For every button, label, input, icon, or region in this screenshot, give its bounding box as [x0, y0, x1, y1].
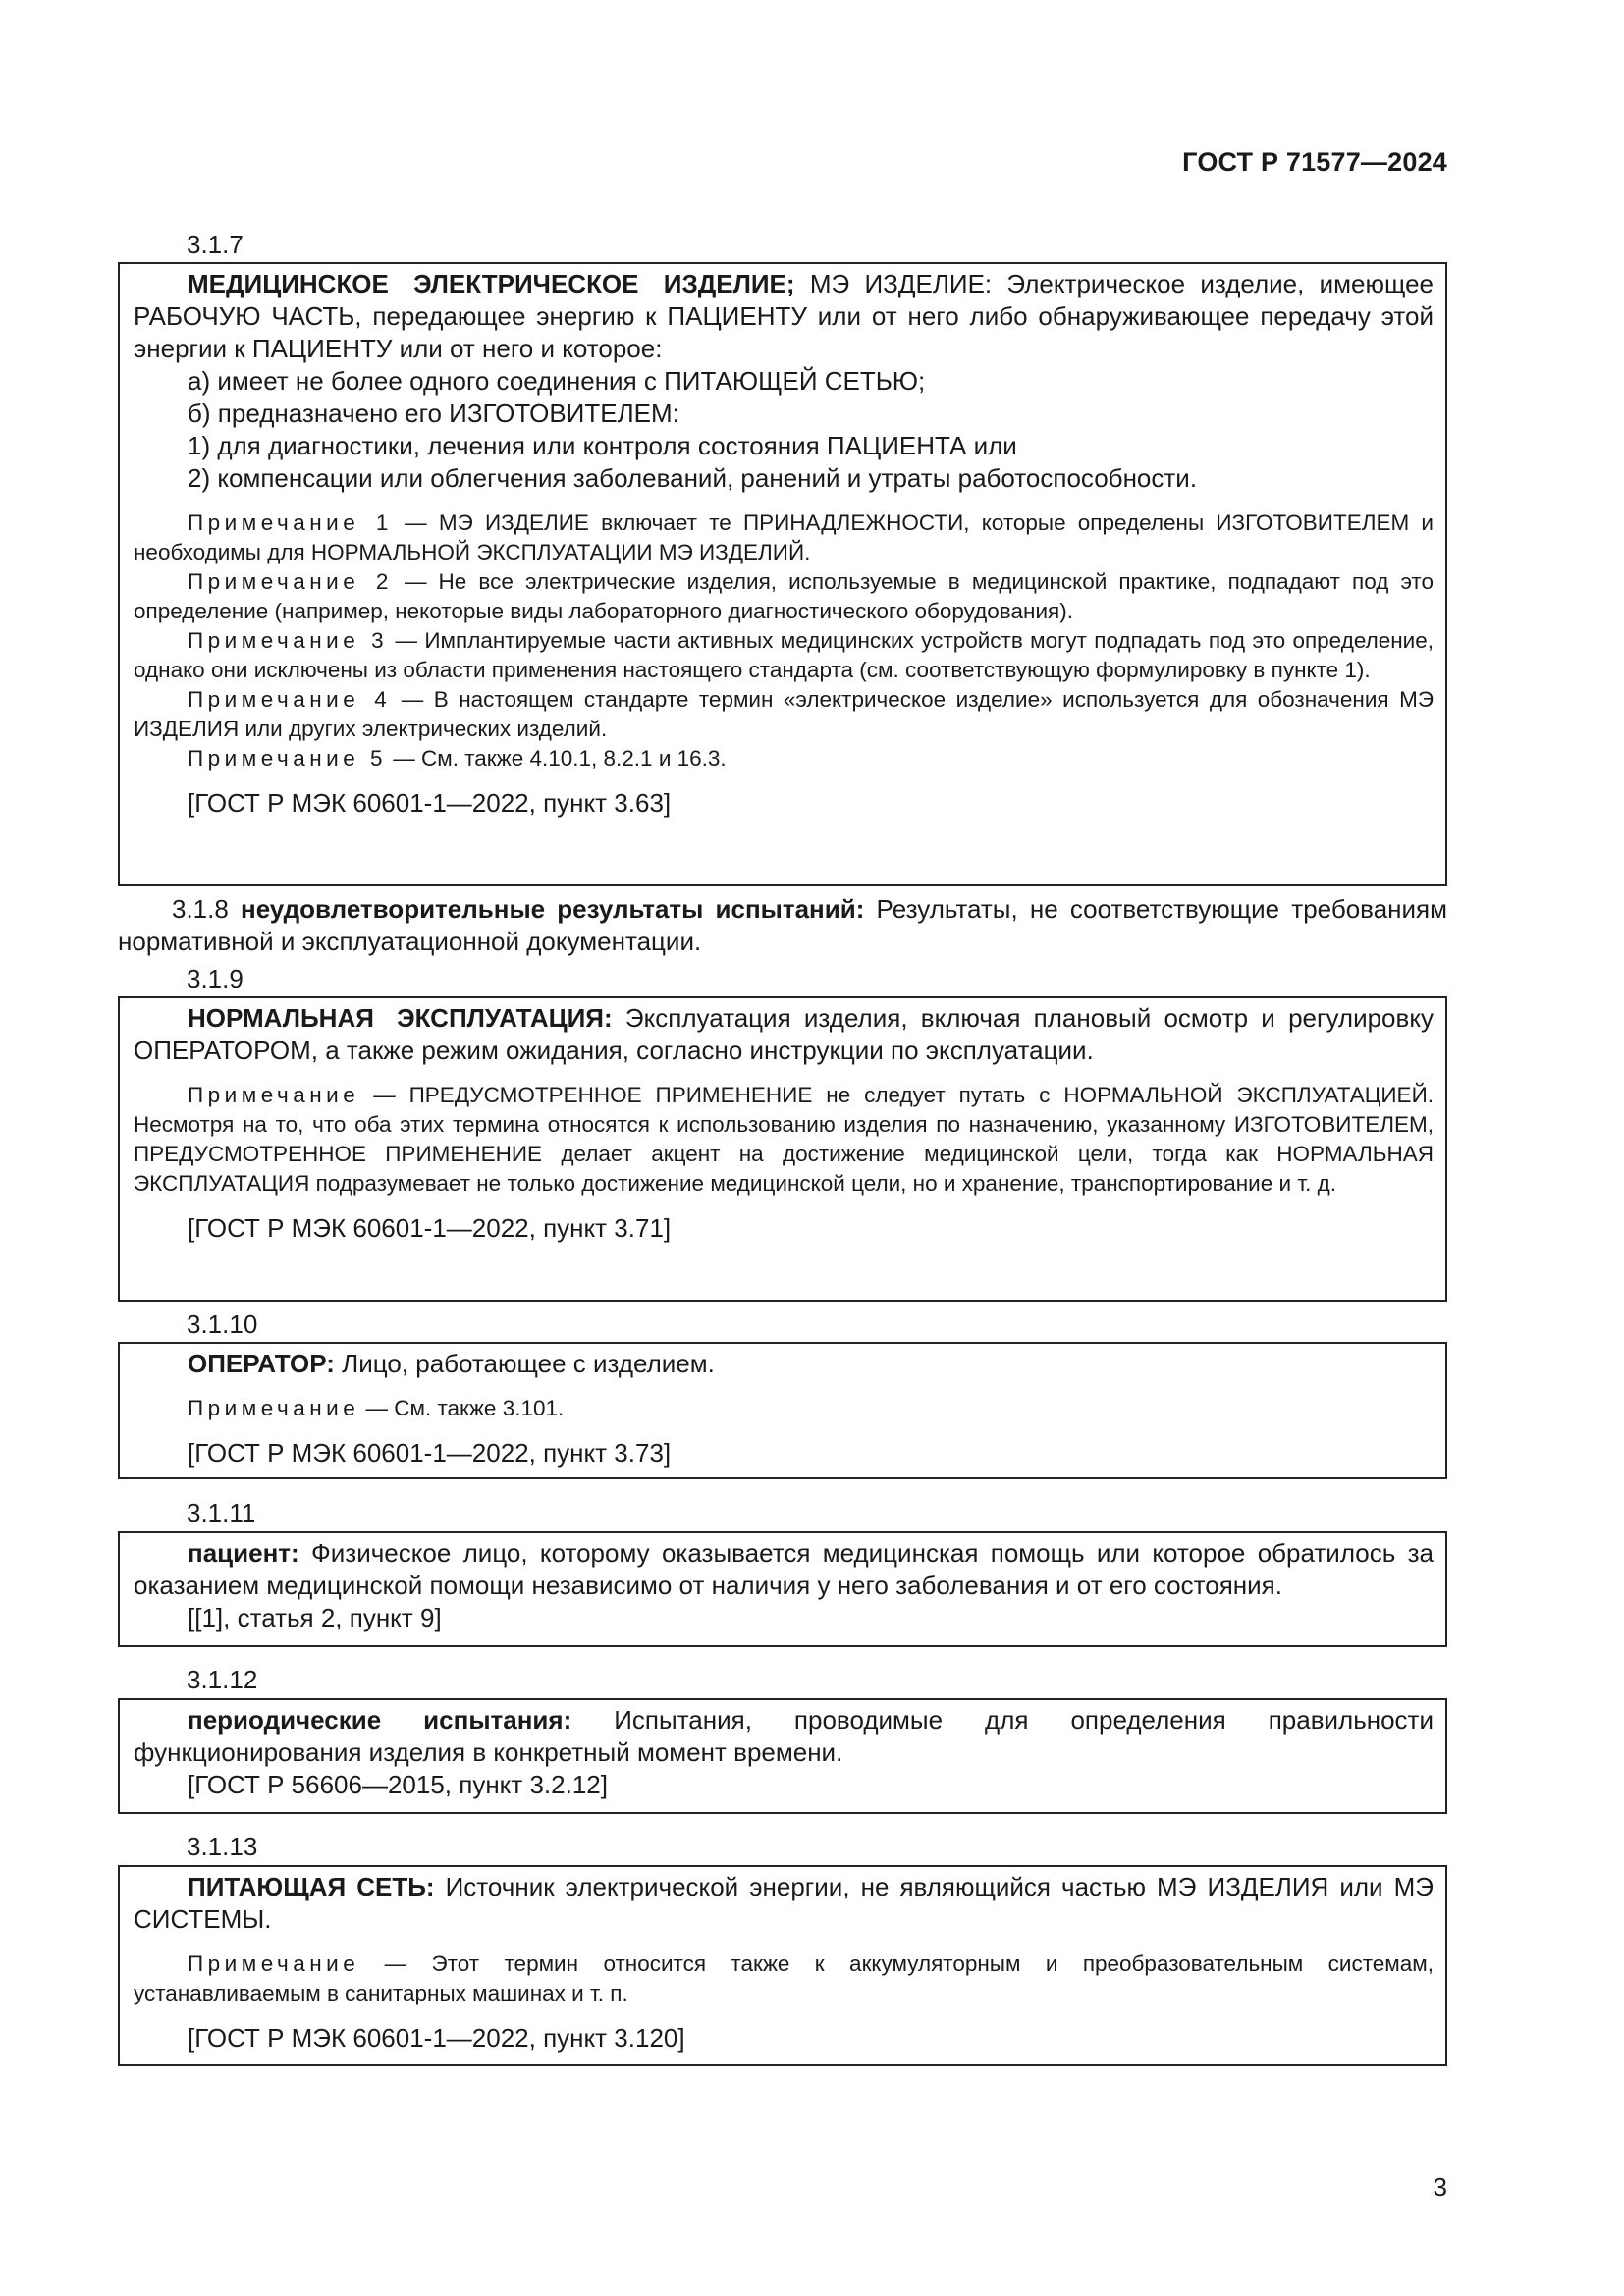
definition-paragraph [134, 1537, 1434, 1602]
term: пациент: [188, 1538, 299, 1568]
note-4: Примечание 4 — В настоящем стандарте термин «электрическое изделие» используется для обозначения МЭ ИЗДЕЛИЯ или других электрических изделий. [134, 687, 1434, 741]
clause-number-3-1-7: 3.1.7 [187, 230, 244, 259]
definition-paragraph [134, 1704, 1434, 1769]
note-5: Примечание 5 — См. также 4.10.1, 8.2.1 и 16.3. [188, 746, 727, 771]
definition-box-3-1-9 [118, 996, 1447, 1302]
term: ПИТАЮЩАЯ СЕТЬ: [188, 1872, 435, 1901]
note-1: Примечание 1 — МЭ ИЗДЕЛИЕ включает те ПРИНАДЛЕЖНОСТИ, которые определены ИЗГОТОВИТЕЛЕМ и необходимы для НОРМАЛЬНОЙ ЭКСПЛУАТАЦИИ МЭ ИЗДЕЛИЙ. [134, 510, 1434, 564]
clause-number-3-1-13: 3.1.13 [187, 1832, 258, 1861]
definition-text: Лицо, работающее с изделием. [342, 1349, 715, 1378]
clause-number-3-1-9: 3.1.9 [187, 964, 244, 993]
definition-text: Физическое лицо, которому оказывается медицинская помощь или которое обратилось за оказанием медицинской помощи независимо от наличия у него заболевания и от его состояния. [134, 1538, 1434, 1600]
term: периодические испытания: [188, 1705, 572, 1735]
definition-paragraph [134, 1002, 1434, 1067]
term: ОПЕРАТОР: [188, 1349, 335, 1378]
definition-text: Эксплуатация изделия, включая плановый осмотр и регулировку ОПЕРАТОРОМ, а также режим ожидания, согласно инструкции по эксплуатации. [134, 1003, 1434, 1065]
definition-box-3-1-11 [118, 1531, 1447, 1647]
clause-3-1-8 [118, 893, 1447, 958]
document-header: ГОСТ Р 71577—2024 [1182, 147, 1447, 177]
definition-paragraph [134, 1871, 1434, 1936]
term: МЕДИЦИНСКОЕ ЭЛЕКТРИЧЕСКОЕ ИЗДЕЛИЕ; [188, 269, 795, 298]
note: Примечание — См. также 3.101. [188, 1396, 565, 1420]
term: НОРМАЛЬНАЯ ЭКСПЛУАТАЦИЯ: [188, 1003, 613, 1033]
clause-number-3-1-11: 3.1.11 [187, 1498, 256, 1527]
note: Примечание — Этот термин относится также к аккумуляторным и преобразовательным системам, устанавливаемым в санитарных машинах и т. п. [134, 1951, 1434, 2005]
source-reference: [ГОСТ Р 56606—2015, пункт 3.2.12] [188, 1770, 608, 1799]
clause-number-3-1-8: 3.1.8 [172, 894, 229, 924]
definition-text: МЭ ИЗДЕЛИЕ: Электрическое изделие, имеющее РАБОЧУЮ ЧАСТЬ, передающее энергию к ПАЦИЕНТУ или от него либо обнаруживающее передачу этой энергии к ПАЦИЕНТУ или от него и которое: [134, 269, 1435, 363]
source-reference: [ГОСТ Р МЭК 60601-1—2022, пункт 3.120] [188, 2023, 685, 2053]
definition-box-3-1-7 [118, 262, 1447, 886]
definition-box-3-1-12 [118, 1698, 1447, 1814]
definition-text: Результаты, не соответствующие требованиям нормативной и эксплуатационной документации. [118, 894, 1447, 956]
definition-paragraph [134, 268, 1434, 365]
source-reference: [ГОСТ Р МЭК 60601-1—2022, пункт 3.71] [188, 1213, 672, 1243]
list-item: б) предназначено его ИЗГОТОВИТЕЛЕМ: [188, 399, 679, 428]
note-2: Примечание 2 — Не все электрические изделия, используемые в медицинской практике, подпадают под это определение (например, некоторые виды лабораторного диагностического оборудования). [134, 569, 1434, 623]
definition-text: Испытания, проводимые для определения правильности функционирования изделия в конкретный момент времени. [134, 1705, 1434, 1767]
note-3: Примечание 3 — Имплантируемые части активных медицинских устройств могут подпадать под это определение, однако они исключены из области применения настоящего стандарта (см. соответствующую формулировку в пункте 1). [134, 628, 1434, 682]
source-reference: [ГОСТ Р МЭК 60601-1—2022, пункт 3.73] [188, 1438, 672, 1468]
definition-box-3-1-13 [118, 1865, 1447, 2066]
list-item: а) имеет не более одного соединения с ПИТАЮЩЕЙ СЕТЬЮ; [188, 366, 926, 396]
source-reference: [[1], статья 2, пункт 9] [188, 1603, 442, 1632]
list-item: 1) для диагностики, лечения или контроля состояния ПАЦИЕНТА или [188, 431, 1017, 460]
list-item: 2) компенсации или облегчения заболеваний, ранений и утраты работоспособности. [188, 463, 1198, 493]
source-reference: [ГОСТ Р МЭК 60601-1—2022, пункт 3.63] [188, 788, 672, 818]
page-number: 3 [1433, 2172, 1447, 2202]
definition-paragraph [134, 1348, 1434, 1380]
definition-box-3-1-10 [118, 1342, 1447, 1479]
note: Примечание — ПРЕДУСМОТРЕННОЕ ПРИМЕНЕНИЕ не следует путать с НОРМАЛЬНОЙ ЭКСПЛУАТАЦИЕЙ. Несмотря на то, что оба этих термина относятся к использованию изделия по назначению, указанному ИЗГОТОВИТЕЛЕМ, ПРЕДУСМОТРЕННОЕ ПРИМЕНЕНИЕ делает акцент на достижение медицинской цели, тогда как НОРМАЛЬНАЯ ЭКСПЛУАТАЦИЯ подразумевает не только достижение медицинской цели, но и хранение, транспортирование и т. д. [134, 1083, 1434, 1196]
term: неудовлетворительные результаты испытаний: [240, 894, 865, 924]
clause-number-3-1-10: 3.1.10 [187, 1309, 258, 1339]
definition-text: Источник электрической энергии, не являющийся частью МЭ ИЗДЕЛИЯ или МЭ СИСТЕМЫ. [134, 1872, 1434, 1934]
clause-number-3-1-12: 3.1.12 [187, 1665, 258, 1694]
